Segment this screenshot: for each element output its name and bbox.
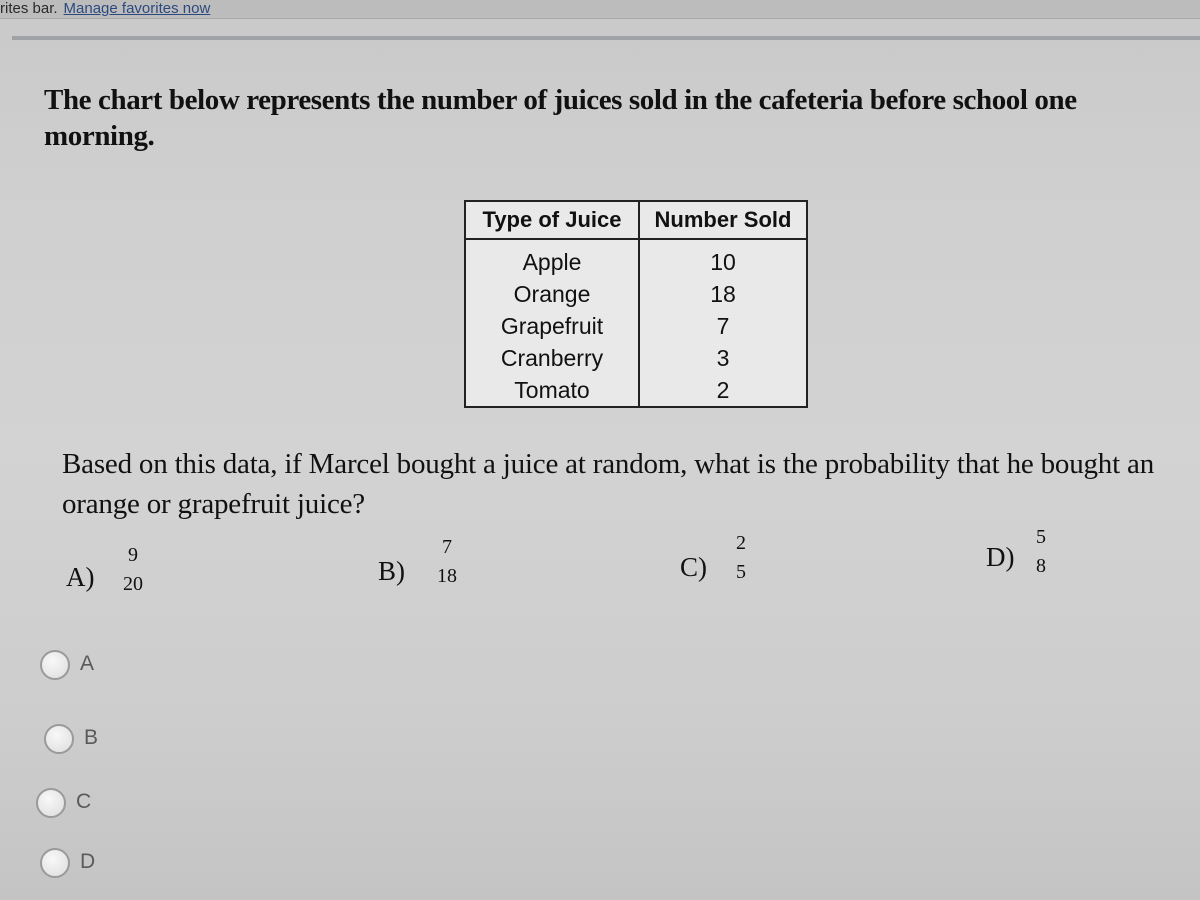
- answer-fraction: [1024, 526, 1058, 577]
- number-sold-cell: 10: [639, 239, 807, 278]
- fraction-denominator: 20: [123, 573, 143, 595]
- radio-label: A: [80, 652, 95, 675]
- column-header-sold: Number Sold: [639, 201, 807, 239]
- fraction-bar: [116, 569, 150, 570]
- fraction-bar: [724, 557, 758, 558]
- header-divider: [12, 36, 1200, 40]
- answer-fraction: [116, 544, 150, 595]
- fraction-denominator: 5: [736, 561, 746, 583]
- radio-label: C: [76, 790, 92, 813]
- fraction-numerator: 7: [442, 536, 452, 558]
- radio-label: D: [80, 850, 96, 873]
- fraction-numerator: 9: [128, 544, 138, 566]
- fraction-denominator: 8: [1036, 555, 1046, 577]
- answer-letter: B): [378, 556, 405, 586]
- radio-button[interactable]: [40, 650, 70, 680]
- fraction-denominator: 18: [437, 565, 457, 587]
- table-header-row: [465, 201, 807, 239]
- fraction-bar: [1024, 551, 1058, 552]
- answer-letter: C): [680, 552, 707, 582]
- table-row: [465, 310, 807, 342]
- question-text: Based on this data, if Marcel bought a juice at random, what is the probability that he bought an orange or grapefruit juice?: [62, 448, 1154, 520]
- table-row: [465, 278, 807, 310]
- answer-letter: D): [986, 542, 1015, 572]
- radio-button[interactable]: [44, 724, 74, 754]
- answer-fraction: [430, 536, 464, 587]
- answer-fraction: [724, 532, 758, 583]
- question-intro: The chart below represents the number of juices sold in the cafeteria before school one morning.: [44, 84, 1077, 152]
- number-sold-cell: 3: [639, 342, 807, 374]
- favorites-bar: [0, 0, 1200, 19]
- number-sold-cell: 2: [639, 374, 807, 407]
- manage-favorites-link[interactable]: Manage favorites now: [63, 0, 211, 17]
- juice-name-cell: Tomato: [465, 374, 639, 407]
- radio-label: B: [84, 726, 99, 749]
- answer-letter: A): [66, 562, 95, 592]
- radio-button[interactable]: [36, 788, 66, 818]
- juice-sales-table: [464, 200, 808, 408]
- table-row: [465, 374, 807, 407]
- number-sold-cell: 18: [639, 278, 807, 310]
- juice-name-cell: Cranberry: [465, 342, 639, 374]
- column-header-type: Type of Juice: [465, 201, 639, 239]
- radio-button[interactable]: [40, 848, 70, 878]
- juice-name-cell: Orange: [465, 278, 639, 310]
- number-sold-cell: 7: [639, 310, 807, 342]
- juice-name-cell: Grapefruit: [465, 310, 639, 342]
- table-row: [465, 342, 807, 374]
- juice-name-cell: Apple: [465, 239, 639, 278]
- favorites-bar-text: rites bar.: [0, 0, 58, 17]
- fraction-bar: [430, 561, 464, 562]
- fraction-numerator: 5: [1036, 526, 1046, 548]
- table-row: [465, 239, 807, 278]
- fraction-numerator: 2: [736, 532, 746, 554]
